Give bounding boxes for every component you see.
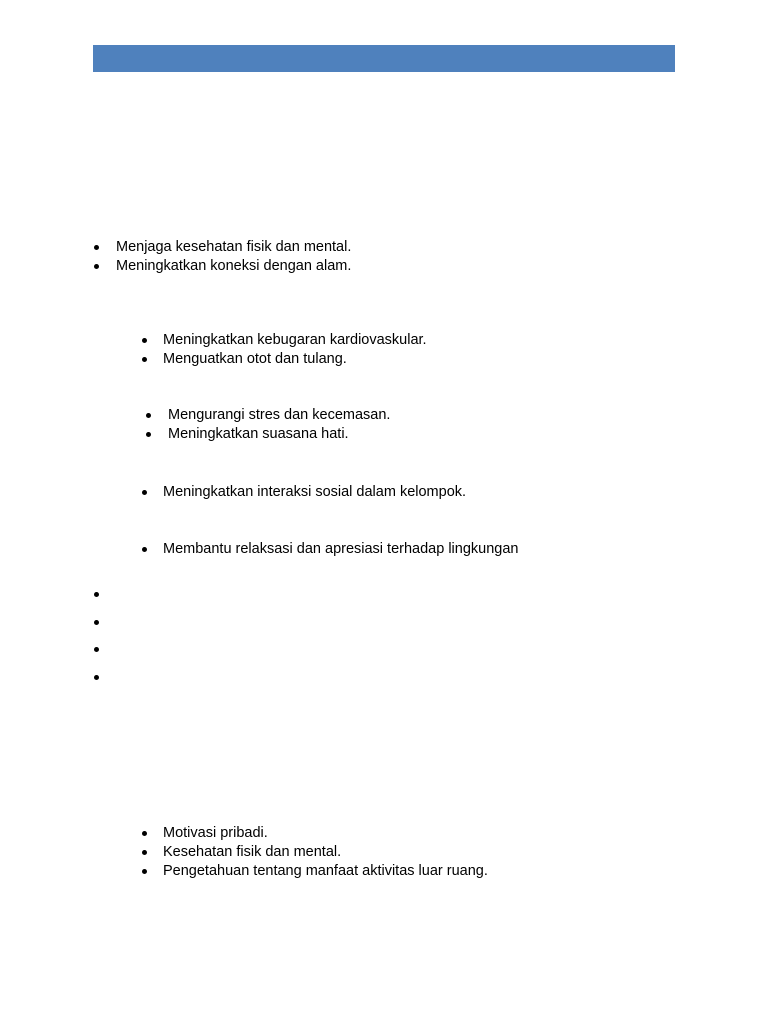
benefits-list bbox=[116, 238, 351, 276]
mental-benefits-list bbox=[168, 406, 390, 444]
environment-benefits-list bbox=[163, 540, 518, 559]
list-item: Menguatkan otot dan tulang. bbox=[163, 350, 427, 369]
factors-list bbox=[163, 824, 488, 881]
social-benefits-list bbox=[163, 483, 466, 502]
list-item: Pengetahuan tentang manfaat aktivitas luar ruang. bbox=[163, 863, 488, 879]
list-item: Kesehatan fisik dan mental. bbox=[163, 843, 488, 862]
list-item: Menjaga kesehatan fisik dan mental. bbox=[116, 239, 352, 255]
list-item: Meningkatkan interaksi sosial dalam kelompok. bbox=[163, 484, 467, 500]
list-item: Meningkatkan kebugaran kardiovaskular. bbox=[163, 332, 427, 348]
physical-benefits-list bbox=[163, 331, 427, 369]
list-item: Meningkatkan suasana hati. bbox=[168, 425, 390, 444]
header-bar bbox=[93, 45, 675, 72]
list-item: Motivasi pribadi. bbox=[163, 824, 488, 843]
list-item: Meningkatkan koneksi dengan alam. bbox=[116, 258, 352, 274]
list-item: Mengurangi stres dan kecemasan. bbox=[168, 407, 391, 423]
list-item: Membantu relaksasi dan apresiasi terhadap lingkungan bbox=[163, 541, 519, 557]
